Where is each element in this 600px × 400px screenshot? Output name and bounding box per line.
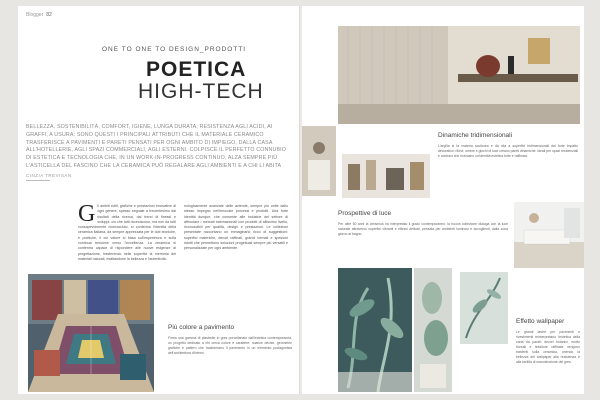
tile-sample: [34, 350, 60, 376]
article-subtitle: HIGH-TECH: [138, 80, 264, 103]
botanical-wall-image: [338, 268, 412, 392]
article-kicker: ONE TO ONE TO DESIGN_PRODOTTI: [102, 46, 247, 53]
caption-text: Le grandi lastre per pavimenti e rivestimenti reinterpretano l'estetica della carta da parati: decori botanici, motivi floreali e tessiture raffinate vengono trasferiti sulla ceramica, unendo la bellezza del wallpaper alla resistenza e alla facilità di manutenzione del gres.: [516, 330, 580, 364]
3d-wall-room-image: [338, 26, 580, 124]
left-page: [18, 6, 300, 394]
caption-title: Più colore a pavimento: [168, 324, 235, 331]
caption-title: Prospettive di luce: [338, 210, 392, 217]
body-column-1-text: li ambiti editi, grafiche e prestazioni innovative di ogni genere, spesso segnate a trecentesimo dai risultati della ricerca, dai trend di finessi e sviluppi: ciò che tutti riconoscono, ma non da tutti consapevolmente riconosciuto, si conferma l'identità della ceramica italiana, da sempre apprezzata per le doti tecniche, e poetiche, il cui valore si basa sull'esperienza e sulla continua tensione verso l'eccellenza. La ceramica si conferma capace di rispondere alle nuove esigenze di progettazione, trasferendo nelle superfici la memoria dei materiali naturali, esaltandone la bellezza e l'autenticità.: [78, 204, 176, 261]
botanical-wall-image-2: [414, 268, 452, 392]
caption-text: L'argilla si fa materia scultorea e dà vita a superfici tridimensionali dal forte impatto decorativo: rilievi, ombre e giochi di luce creano pareti dinamiche, ideali per spazi residenziali e contract che ricercano un'identità estetica forte e raffinata.: [438, 144, 578, 158]
article-title: POETICA: [146, 58, 247, 81]
body-column-1: [78, 201, 176, 262]
tile-sample: [120, 354, 146, 380]
article-lead: BELLEZZA, SOSTENIBILITÀ, COMFORT, IGIENE, LUNGA DURATA, RESISTENZA AGLI ACIDI, AI GRAFFI, A USURA: SONO QUESTI I PRINCIPALI ATTRIBUTI CHE IL MATERIALE CERAMICO TRASFERISCE A PAVIMENTI E PARETI PENSATI PER OGNI AMBITO DI IMPIEGO, DALLA CASA ALL'HOTELLERIE, AGLI SPAZI COMMERCIALI, AGLI ESTERNI. COLPISCE IL PERFETTO CONNUBIO DI ESTETICA E TECNOLOGIA CHE, IN UN WORK-IN-PROGRESS CONTINUO, ALZA SEMPRE PIÙ L'ASTICELLA DEL FASCINO CHE LA CERAMICA PUÒ REGALARE AGLI AMBIENTI E A CHI LI ABITA: [26, 124, 287, 169]
caption-text: Firma una gamma di piastrelle in gres porcellanato dall'estetica contemporanea, un progetto dedicato a chi cerca colore e carattere: nuance decise, geometrie grafiche e pattern che trasformano il pavimento in un elemento protagonista dell'architettura d'interni.: [168, 336, 292, 355]
colored-floor-tiles-image: [28, 274, 154, 392]
article-byline: CINZIA TREVISAN: [26, 173, 72, 178]
bathroom-image: [302, 126, 336, 196]
right-page: [302, 6, 584, 394]
wallpaper-tile-image: [460, 272, 508, 344]
tile-detail-image: [342, 154, 430, 198]
page-folio: Blogger 82: [26, 12, 52, 18]
body-column-2: nologicamente avanzate delle aziende, sempre più unite dallo stesso impegno nell'innovare processi e prodotti. Una forte identità dunque, che consente alle industrie del settore di affrontare i mercati internazionali con prodotti di altissimo livello, riconoscibili per qualità, design e prestazioni. Le collezioni presentate raccontano un immaginario ricco di suggestioni: superfici materiche, decori raffinati, grandi formati e spessori ridotti che permettono soluzioni progettuali sempre più versatili e personalizzate per ogni ambiente.: [184, 204, 288, 251]
byline-rule: [26, 180, 50, 181]
drop-cap: G: [78, 201, 96, 227]
caption-text: Per oltre 60 anni la ceramica ha interpretato il gusto contemporaneo: la nuova collezione dialoga con la luce naturale attraverso superfici vibranti e riflessi delicati, pensata per ambienti luminosi e accoglienti, dalla zona giorno al bagno.: [338, 222, 508, 236]
caption-title: Dinamiche tridimensionali: [438, 132, 513, 139]
caption-title: Effetto wallpaper: [516, 318, 565, 325]
living-room-image: [514, 202, 584, 268]
